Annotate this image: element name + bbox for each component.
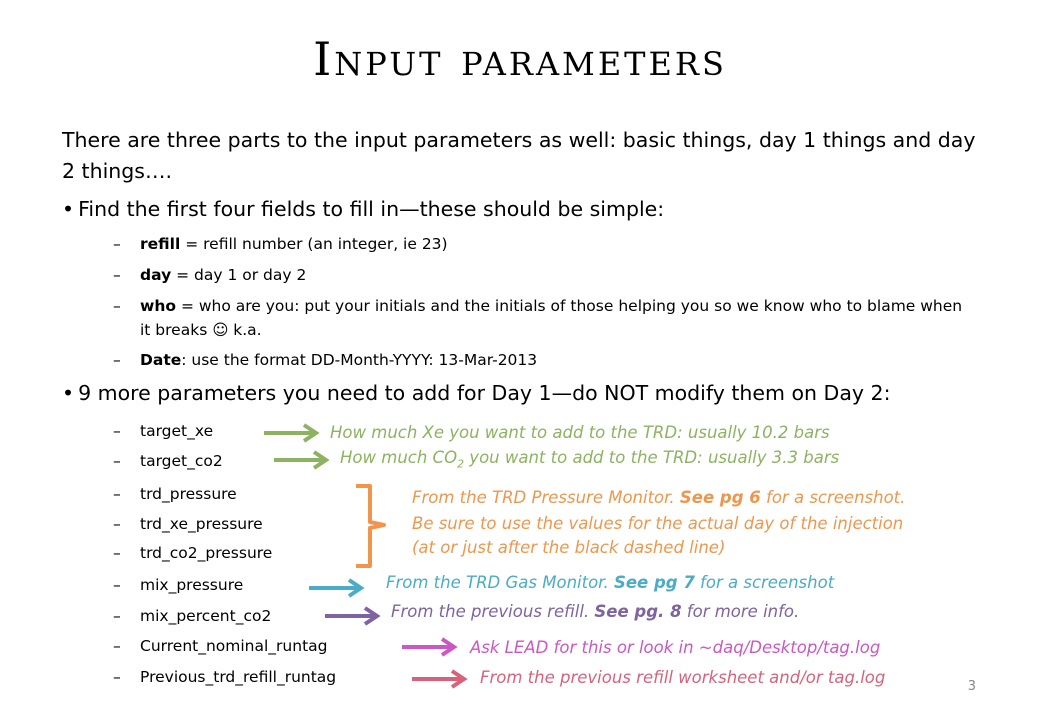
- param-name: target_xe: [140, 422, 214, 440]
- field-name: refill: [140, 235, 181, 253]
- dash: –: [113, 266, 121, 284]
- note-mix-percent-co2: From the previous refill. See pg. 8 for more info.: [391, 602, 800, 621]
- note-trd-pressure-line2: Be sure to use the values for the actual day of the injection: [412, 514, 904, 533]
- purple-arrow-icon: [323, 606, 383, 626]
- note-target-co2: How much $CO_2$ you want to add to the TRD: usually 3.3 bars: [340, 448, 840, 471]
- field-desc: = day 1 or day 2: [171, 266, 307, 284]
- field-desc: : use the format DD-Month-YYYY: 13-Mar-2013: [181, 351, 538, 369]
- note-trd-pressure-line1: From the TRD Pressure Monitor. See pg 6 for a screenshot.: [412, 488, 906, 507]
- note-mix-pressure: From the TRD Gas Monitor. See pg 7 for a screenshot: [386, 573, 835, 592]
- page-number: 3: [967, 679, 976, 694]
- note-trd-pressure-line3: (at or just after the black dashed line): [412, 538, 726, 557]
- field-name: day: [140, 266, 172, 284]
- pink-arrow-icon: [410, 669, 470, 689]
- param-name: target_co2: [140, 452, 223, 470]
- bullet-text: 9 more parameters you need to add for Day 1—do NOT modify them on Day 2:: [78, 381, 891, 405]
- param-name: mix_percent_co2: [140, 607, 272, 625]
- field-name: who: [140, 297, 177, 315]
- magenta-arrow-icon: [400, 637, 460, 657]
- bullet-day1-params: [62, 381, 891, 405]
- param-name: Current_nominal_runtag: [140, 637, 328, 655]
- green-arrow-icon: [272, 450, 332, 470]
- field-item-who: [113, 294, 963, 344]
- param-name: trd_xe_pressure: [140, 515, 263, 533]
- green-arrow-icon: [262, 423, 322, 443]
- note-previous-runtag: From the previous refill worksheet and/or tag.log: [480, 668, 886, 687]
- field-desc: = refill number (an integer, ie 23): [180, 235, 448, 253]
- blue-arrow-icon: [307, 578, 367, 598]
- note-current-runtag: Ask LEAD for this or look in ~daq/Desktop/tag.log: [470, 638, 881, 657]
- param-name: mix_pressure: [140, 576, 244, 594]
- slide-title: Input parameters: [313, 32, 727, 86]
- note-target-xe: How much Xe you want to add to the TRD: usually 10.2 bars: [330, 423, 830, 442]
- bullet-dot: •: [62, 197, 75, 221]
- param-name: trd_co2_pressure: [140, 544, 273, 562]
- bullet-first-fields: [62, 197, 664, 221]
- dash: –: [113, 235, 121, 253]
- intro-paragraph: There are three parts to the input parameters as well: basic things, day 1 things and day 2 things….: [62, 128, 976, 183]
- dash: –: [113, 297, 121, 315]
- field-name: Date: [140, 351, 182, 369]
- bullet-dot: •: [62, 381, 75, 405]
- field-desc: = who are you: put your initials and the initials of those helping you so we know who to blame when it breaks ☺ k.a.: [140, 297, 963, 339]
- param-name: trd_pressure: [140, 485, 237, 503]
- bullet-text: Find the first four fields to fill in—these should be simple:: [78, 197, 665, 221]
- param-name: Previous_trd_refill_runtag: [140, 668, 337, 686]
- orange-bracket-icon: [350, 484, 390, 570]
- dash: –: [113, 351, 121, 369]
